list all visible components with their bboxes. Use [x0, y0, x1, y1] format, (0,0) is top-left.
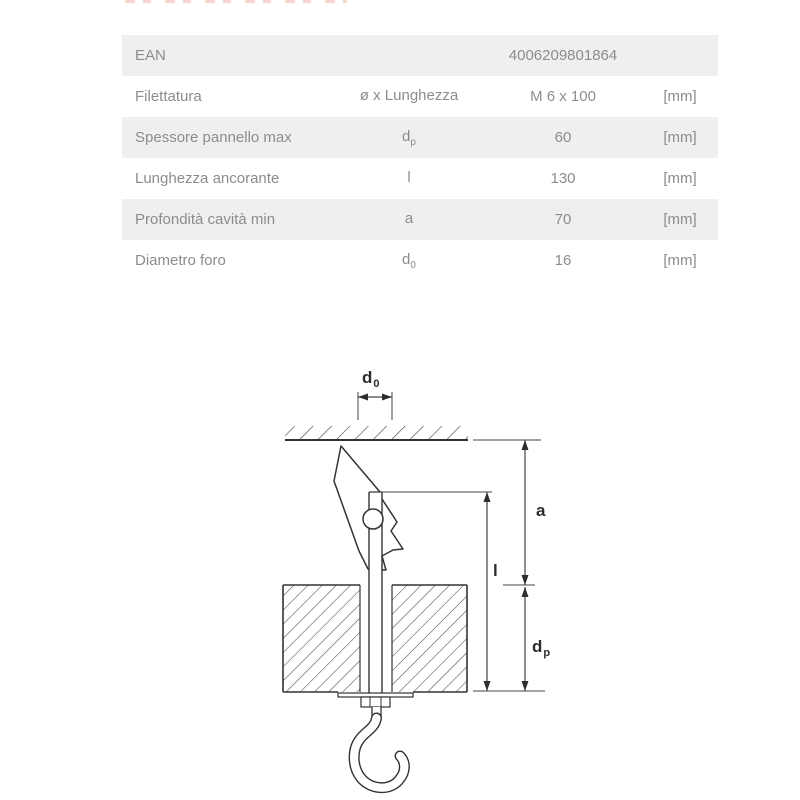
spec-label: Diametro foro — [135, 252, 226, 269]
spec-table — [122, 35, 718, 281]
spec-unit: [mm] — [663, 170, 697, 187]
spec-label: EAN — [135, 47, 166, 64]
spec-symbol: ø x Lunghezza — [359, 86, 459, 104]
table-row — [122, 117, 718, 158]
ceiling-hatch — [285, 426, 468, 440]
anchor-length-label: l — [493, 561, 498, 580]
spec-value: 60 — [554, 129, 572, 146]
table-row — [122, 199, 718, 240]
hole-diameter-dimension — [358, 392, 392, 420]
spec-label: Profondità cavità min — [135, 211, 276, 228]
technical-drawing-svg — [260, 350, 580, 800]
spec-symbol: $d_p$ — [402, 127, 416, 148]
spec-symbol: $d_0$ — [402, 250, 416, 271]
spec-unit: [mm] — [663, 88, 697, 105]
hook — [354, 718, 404, 788]
spec-unit: [mm] — [663, 129, 697, 146]
table-row — [122, 35, 718, 76]
dimension-a — [473, 440, 541, 585]
spec-symbol: a — [404, 209, 414, 227]
table-row — [122, 76, 718, 117]
cavity-depth-label: a — [536, 501, 546, 520]
hole-diameter-label: $d_0$ — [362, 368, 380, 390]
panel-thickness-label: $d_p$ — [532, 637, 551, 659]
nut — [361, 697, 390, 707]
spec-unit: [mm] — [663, 252, 697, 269]
table-row — [122, 158, 718, 199]
spec-unit: [mm] — [663, 211, 697, 228]
pivot-circle — [363, 509, 383, 529]
spec-value: 16 — [554, 252, 572, 269]
table-row — [122, 240, 718, 281]
spec-symbol: l — [407, 168, 411, 186]
spec-label: Filettatura — [135, 88, 202, 105]
spec-value: 70 — [554, 211, 572, 228]
spec-value: 130 — [550, 170, 576, 187]
clipped-heading-fragment — [125, 0, 347, 3]
spec-label: Lunghezza ancorante — [135, 170, 280, 187]
spec-label: Spessore pannello max — [135, 129, 292, 146]
installation-diagram — [260, 350, 580, 800]
spec-value: M 6 x 100 — [530, 88, 596, 105]
spec-value: 4006209801864 — [508, 47, 618, 64]
